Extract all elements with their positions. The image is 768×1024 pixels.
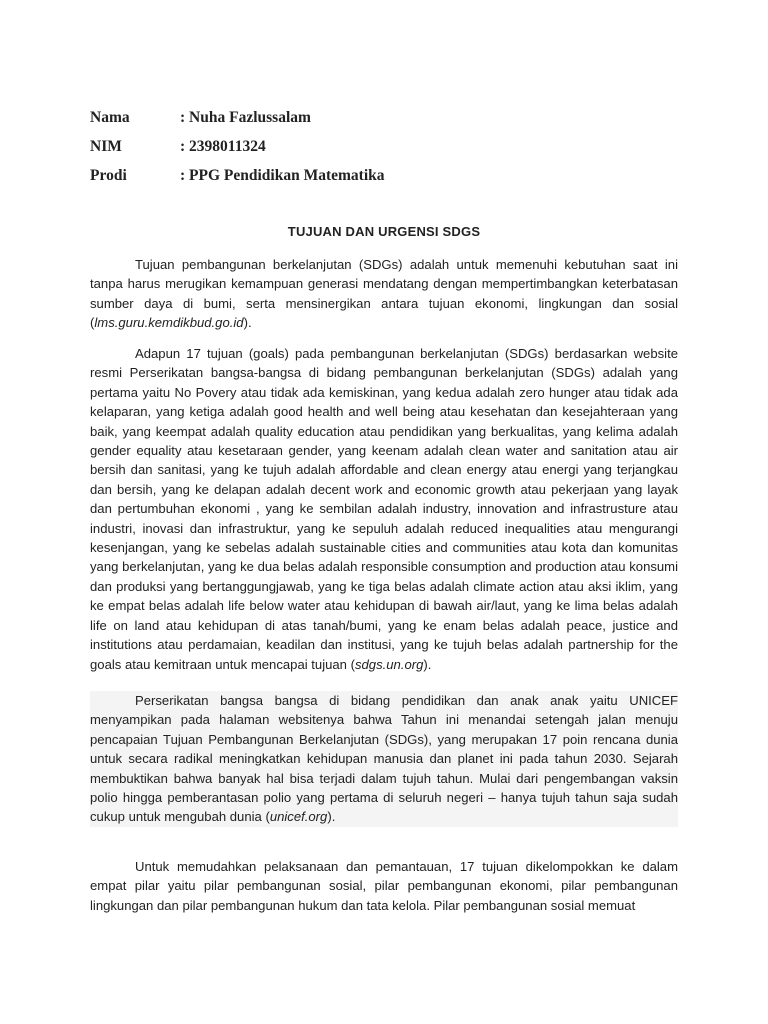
nim-label: NIM xyxy=(90,137,122,155)
paragraph-text: Adapun 17 tujuan (goals) pada pembangunan berkelanjutan (SDGs) berdasarkan website resmi Perserikatan bangsa-bangsa di bidang pembangunan berkelanjutan (SDGs) adalah yang pertama yaitu No Povery atau tidak ada kemiskinan, yang kedua adalah zero hunger atau tidak ada kelaparan, yang ketiga adalah good health and well being atau kesehatan dan kesejahteraan yang baik, yang keempat adalah quality education atau pendidikan yang berkualitas, yang kelima adalah gender equality atau kesetaraan gender, yang keenam adalah clean water and sanitation atau air bersih dan sanitasi, yang ke tujuh adalah affordable and clean energy atau energi yang terjangkau dan bersih, yang ke delapan adalah decent work and economic growth atau pekerjaan yang layak dan pertumbuhan ekonomi , yang ke sembilan adalah industry, innovation and infrastrusture atau industri, inovasi dan infrastruktur, yang ke sepuluh adalah reduced inequalities atau mengurangi kesenjangan, yang ke sebelas adalah sustainable cities and communities atau kota dan komunitas yang berkelanjutan, yang ke dua belas adalah responsible consumption and production atau konsumi dan produksi yang bertanggungjawab, yang ke tiga belas adalah climate action atau aksi iklim, yang ke empat belas adalah life below water atau kehidupan di bawah air/laut, yang ke lima belas adalah life on land atau kehidupan di atas tanah/bumi, yang ke enam belas adalah peace, justice and institutions atau perdamaian, keadilan dan institusi, yang ke tujuh belas adalah partnership for the goals atau kemitraan untuk mencapai tujuan ( xyxy=(90,346,678,672)
paragraph-unicef xyxy=(90,691,678,827)
document-title: TUJUAN DAN URGENSI SDGS xyxy=(287,224,481,239)
paragraph-end: ). xyxy=(243,315,252,331)
paragraph-goals xyxy=(90,344,678,674)
paragraph-end: ). xyxy=(327,809,336,825)
paragraph-end: ). xyxy=(423,656,432,672)
name-row xyxy=(90,103,385,132)
paragraph-pillars xyxy=(90,857,678,915)
paragraph-text: Untuk memudahkan pelaksanaan dan pemantauan, 17 tujuan dikelompokkan ke dalam empat pilar yaitu pilar pembangunan sosial, pilar pembangunan ekonomi, pilar pembangunan lingkungan dan pilar pembangunan hukum dan tata kelola. Pilar pembangunan sosial memuat xyxy=(90,859,678,913)
nim-value: : 2398011324 xyxy=(180,138,266,156)
paragraph-text: Perserikatan bangsa bangsa di bidang pendidikan dan anak anak yaitu UNICEF menyampikan pada halaman websitenya bahwa Tahun ini menandai setengah jalan menuju pencapaian Tujuan Pembangunan Berkelanjutan (SDGs), yang merupakan 17 poin rencana dunia untuk secara radikal meningkatkan kehidupan manusia dan planet ini pada tahun 2030. Sejarah membuktikan bahwa banyak hal bisa terjadi dalam tujuh tahun. Mulai dari pengembangan vaksin polio hingga pemberantasan polio yang pertama di seluruh negeri – hanya tujuh tahun saja sudah cukup untuk mengubah dunia ( xyxy=(90,693,678,825)
paragraph-definition xyxy=(90,255,678,333)
student-info xyxy=(90,103,385,190)
prodi-label: Prodi xyxy=(90,166,127,184)
prodi-value: : PPG Pendidikan Matematika xyxy=(180,167,385,185)
name-label: Nama xyxy=(90,108,130,126)
paragraph-text: Tujuan pembangunan berkelanjutan (SDGs) adalah untuk memenuhi kebutuhan saat ini tanpa harus merugikan kemampuan generasi mendatang dengan mempertimbangkan keterbatasan sumber daya di bumi, serta mensinergikan antara tujuan ekonomi, lingkungan dan sosial ( xyxy=(90,257,678,331)
nim-row xyxy=(90,132,385,161)
citation: lms.guru.kemdikbud.go.id xyxy=(94,315,244,331)
name-value: : Nuha Fazlussalam xyxy=(180,109,311,127)
citation: unicef.org xyxy=(269,809,328,825)
prodi-row xyxy=(90,161,385,190)
citation: sdgs.un.org xyxy=(354,656,424,672)
